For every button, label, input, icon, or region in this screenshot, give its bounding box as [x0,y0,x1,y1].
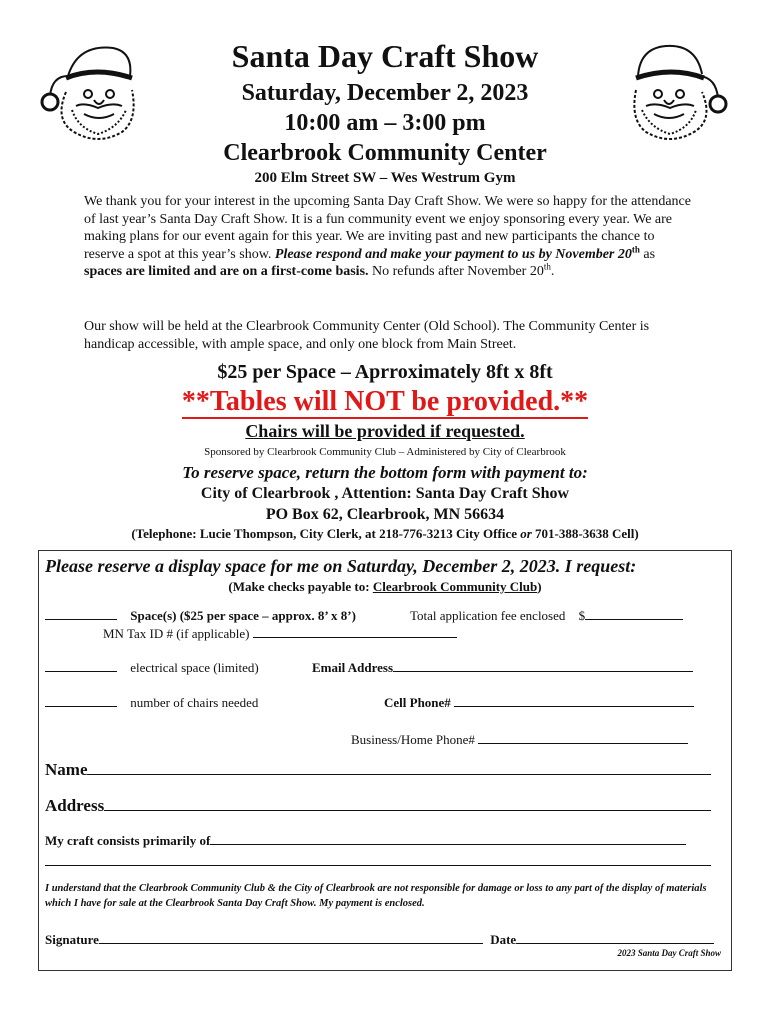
checks-suffix: ) [537,579,542,594]
chairs-notice: Chairs will be provided if requested. [245,421,525,441]
name-field[interactable] [87,759,711,775]
disclaimer: I understand that the Clearbrook Community Club & the City of Clearbrook are not responsible for damage or loss to any part of the display of materials which I have for sale at the Clearbrook Santa Day Craft Show. My payment is enclosed. [45,883,707,909]
tax-id-field[interactable] [253,625,457,638]
currency-symbol: $ [578,608,586,623]
spaces-row [45,607,356,624]
intro-period: . [550,264,555,280]
sponsor-line: Sponsored by Clearbrook Community Club – Administered by City of Clearbrook [204,446,566,458]
address-field[interactable] [104,795,711,811]
telephone-or: or [520,526,532,541]
name-label: Name [45,760,88,779]
spaces-label: Space(s) ($25 per space – approx. 8’ x 8’) [130,608,356,623]
business-label: Business/Home Phone# [351,732,475,747]
address-label: Address [45,796,105,815]
electrical-label: electrical space (limited) [130,660,259,675]
email-row [312,659,693,676]
craft-label: My craft consists primarily of [45,833,211,848]
cell-phone-field[interactable] [454,694,694,707]
location-paragraph: Our show will be held at the Clearbrook Community Center (Old School). The Community Center is handicap accessible, with ample space, and only one block from Main Street. [84,319,650,352]
checks-prefix: (Make checks payable to: [228,579,370,594]
spaces-field[interactable] [45,607,117,620]
craft-field[interactable] [210,832,686,845]
business-row [351,731,688,748]
reserve-instructions: To reserve space, return the bottom form with payment to: [182,463,588,482]
form-heading: Please reserve a display space for me on Saturday, December 2, 2023. I request: [45,556,637,576]
total-label: Total application fee enclosed [410,608,566,623]
cell-row [384,694,694,711]
address-row [45,795,711,816]
business-phone-field[interactable] [478,731,688,744]
email-field[interactable] [393,659,693,672]
footer-note: 2023 Santa Day Craft Show [617,948,721,958]
tables-notice [0,386,770,418]
craft-row [45,832,686,849]
mailing-city: City of Clearbrook , Attention: Santa Day Craft Show [200,485,570,502]
tax-label: MN Tax ID # (if applicable) [103,626,250,641]
page-title: Santa Day Craft Show [231,38,539,74]
price-line: $25 per Space – Aprroximately 8ft x 8ft [217,361,553,383]
cell-label: Cell Phone# [384,695,451,710]
registration-form [38,550,732,971]
checks-payee: Clearbrook Community Club [372,579,538,594]
venue-address: 200 Elm Street SW – Wes Westrum Gym [254,170,516,186]
intro-sup2: th [543,261,551,272]
checks-payable [39,579,731,595]
telephone-line [0,526,770,542]
signature-field[interactable] [99,931,483,944]
chairs-row [45,694,258,711]
chairs-label: number of chairs needed [130,695,259,710]
telephone-suffix: 701-388-3638 Cell) [535,526,639,541]
event-venue: Clearbrook Community Center [223,140,547,166]
total-row [410,607,683,624]
total-field[interactable] [585,607,683,620]
intro-text: We thank you for your interest in the upcoming Santa Day Craft Show. We were so happy for the attendance of last year’s Santa Day Craft Show. It is a fun community event we enjoy sponsoring every year. We are making plans for our event again for this year. We are inviting past and new participants the chance to reserve a spot at this year’s show. [84,194,691,262]
mailing-pobox: PO Box 62, Clearbrook, MN 56634 [265,506,505,523]
email-label: Email Address [312,660,394,675]
intro-limited: spaces are limited and are on a first-come basis. [84,264,369,280]
craft-extra-line[interactable] [45,865,711,866]
intro-sup: th [631,244,640,255]
signature-row [45,931,714,948]
intro-deadline: Please respond and make your payment to us by November 20 [274,246,632,262]
date-field[interactable] [516,931,714,944]
electrical-row [45,659,259,676]
event-date: Saturday, December 2, 2023 [241,80,529,106]
date-label: Date [490,932,517,947]
chairs-field[interactable] [45,694,117,707]
intro-paragraph [84,193,692,281]
event-time: 10:00 am – 3:00 pm [284,110,486,136]
tables-notice-text: **Tables will NOT be provided.** [181,386,589,417]
electrical-field[interactable] [45,659,117,672]
intro-as: as [643,246,656,262]
intro-refunds: No refunds after November 20 [372,264,544,280]
name-row [45,759,711,780]
telephone-prefix: (Telephone: Lucie Thompson, City Clerk, at 218-776-3213 City Office [131,526,517,541]
tax-row [103,625,457,642]
signature-label: Signature [45,932,99,947]
